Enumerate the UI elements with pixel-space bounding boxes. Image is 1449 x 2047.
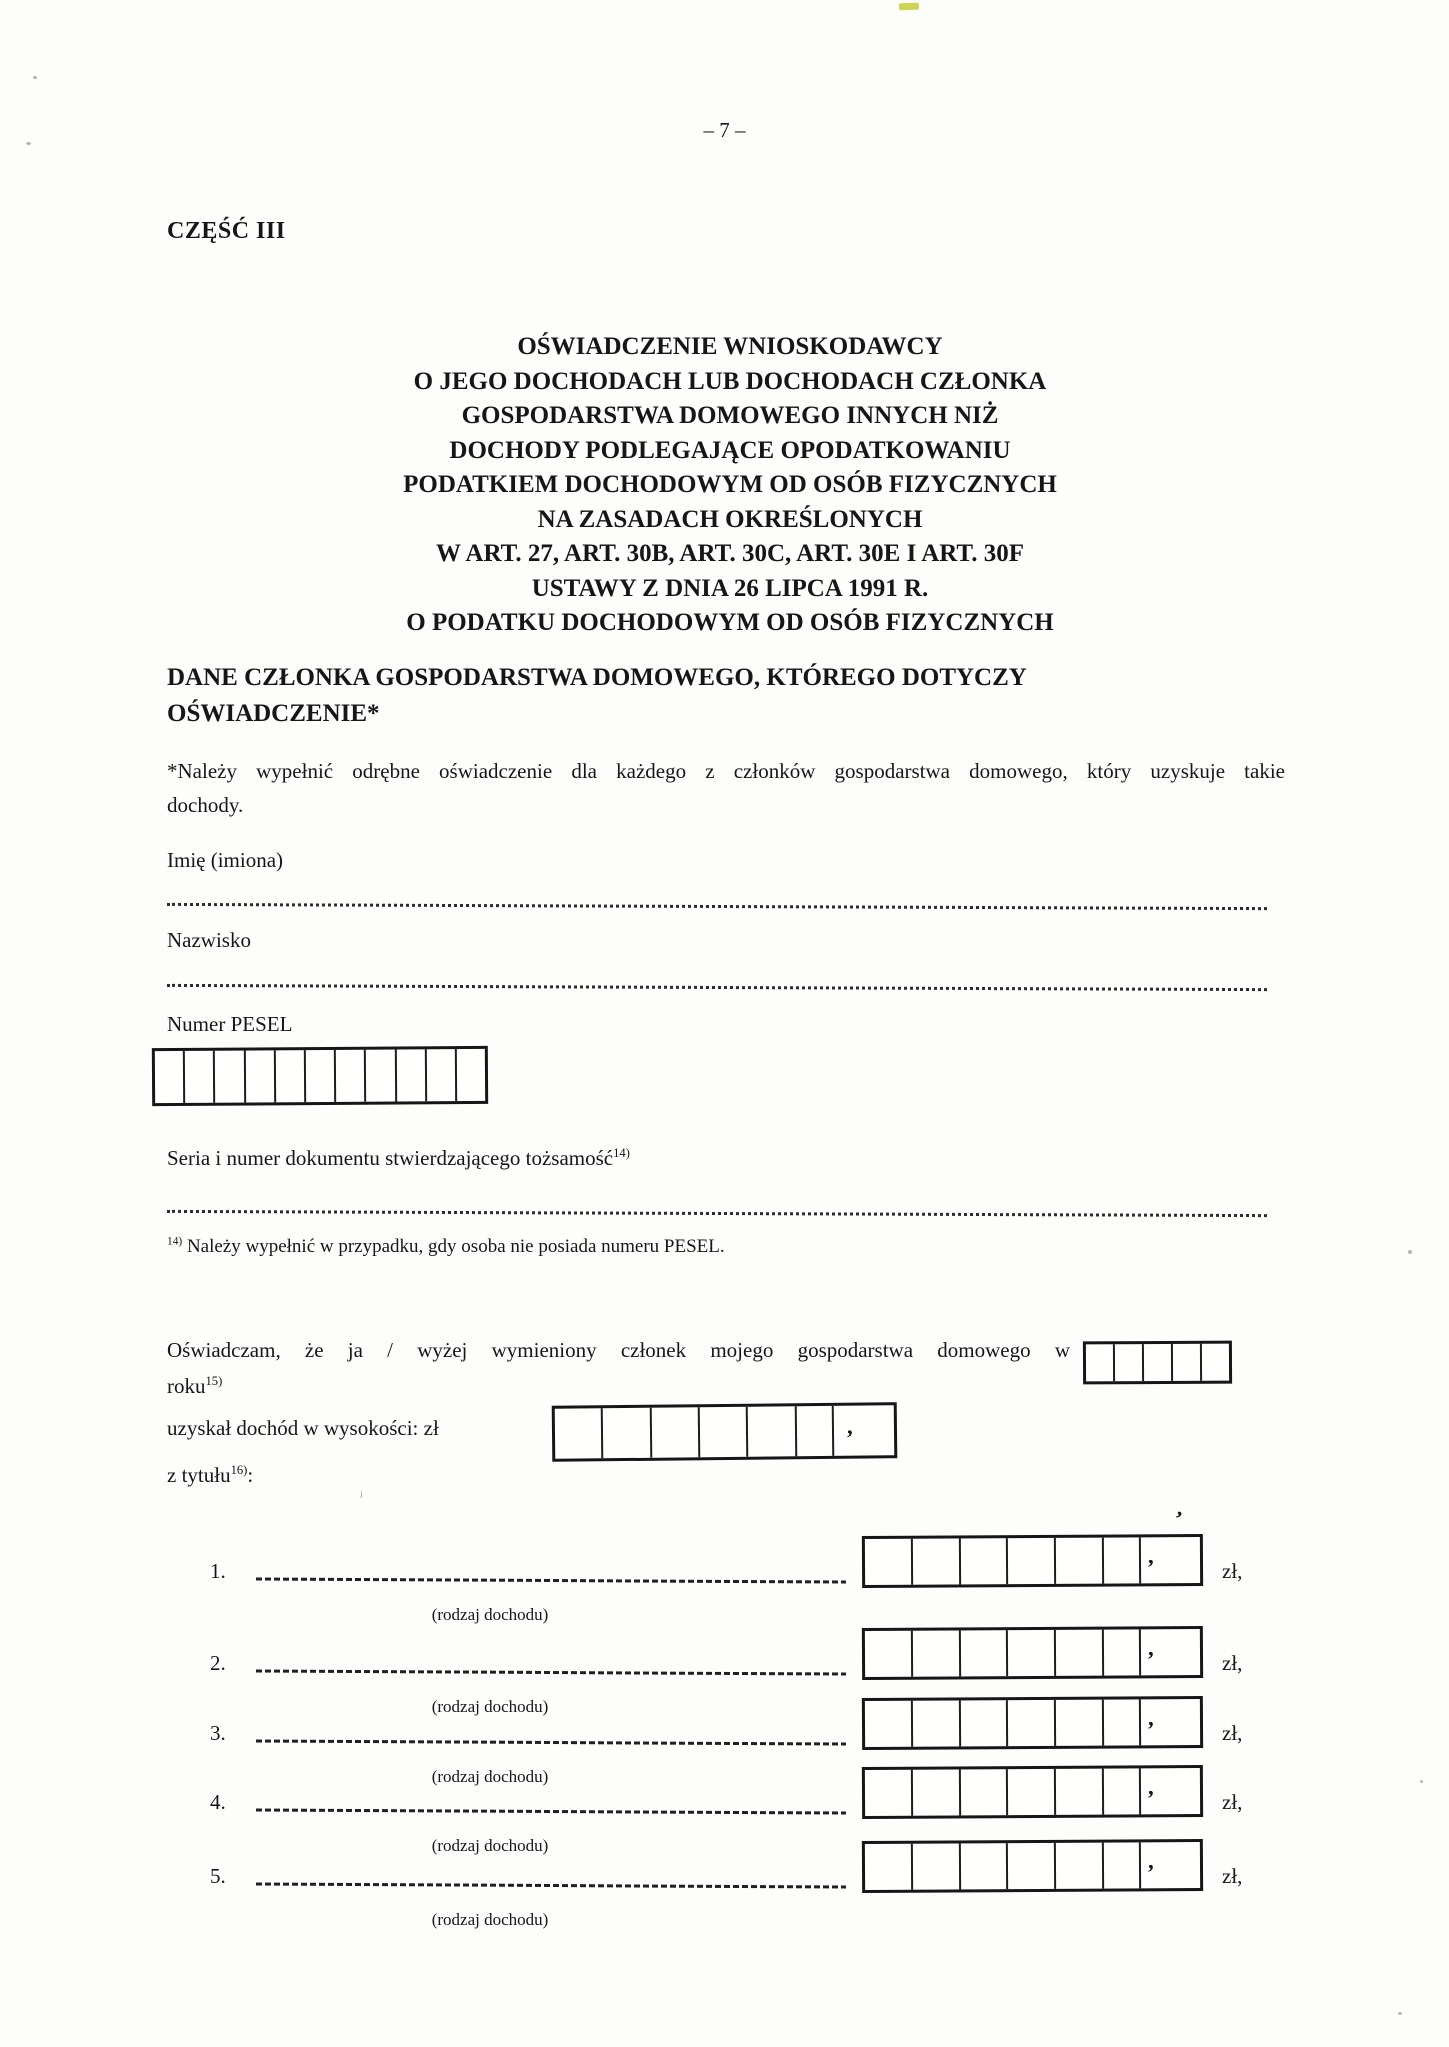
digit-cell[interactable] — [796, 1406, 834, 1456]
title-line: OŚWIADCZENIE WNIOSKODAWCY — [517, 333, 943, 360]
member-note — [167, 754, 1285, 822]
digit-cell[interactable] — [913, 1630, 961, 1676]
digit-cell[interactable] — [651, 1407, 700, 1458]
title-line: W ART. 27, ART. 30B, ART. 30C, ART. 30E I ART. 30F — [435, 540, 1025, 567]
digit-cell[interactable] — [1115, 1344, 1144, 1381]
digit-cell[interactable] — [603, 1408, 652, 1459]
digit-cell[interactable] — [865, 1844, 913, 1890]
income-amount-boxes — [862, 1626, 1203, 1680]
digit-cell[interactable] — [457, 1049, 486, 1101]
digit-cell[interactable] — [748, 1406, 797, 1457]
id-document-fill-line[interactable] — [167, 1210, 1267, 1217]
stray-pen-mark: ’ — [1170, 1505, 1186, 1532]
id-document-label: Seria i numer dokumentu stwierdzającego tożsamość$^{14)}$ — [167, 1146, 630, 1170]
digit-cell[interactable] — [1056, 1700, 1104, 1746]
title-line: O PODATKU DOCHODOWYM OD OSÓB FIZYCZNYCH — [406, 609, 1054, 636]
declaration-year-word: roku$^{15)}$ — [167, 1374, 223, 1398]
scan-speck — [1398, 2012, 1402, 2015]
income-type-fill-line[interactable] — [256, 1577, 846, 1583]
digit-cell[interactable] — [1008, 1769, 1056, 1815]
title-line: GOSPODARSTWA DOMOWEGO INNYCH NIŻ — [461, 402, 999, 429]
income-item-number: 3. — [210, 1721, 226, 1745]
currency-label: zł, — [1222, 1864, 1243, 1888]
pesel-label: Numer PESEL — [167, 1012, 293, 1036]
digit-cell[interactable] — [700, 1407, 749, 1458]
decimal-comma: , — [846, 1413, 853, 1439]
income-item-number: 4. — [210, 1790, 226, 1814]
digit-cell[interactable] — [215, 1051, 246, 1103]
income-amount-label: uzyskał dochód w wysokości: zł — [167, 1416, 439, 1440]
digit-cell[interactable] — [1104, 1537, 1141, 1583]
digit-cell[interactable] — [1104, 1842, 1141, 1888]
income-type-fill-line[interactable] — [256, 1882, 846, 1888]
member-heading-line: DANE CZŁONKA GOSPODARSTWA DOMOWEGO, KTÓREGO DOTYCZY — [167, 664, 1027, 691]
digit-cell[interactable] — [913, 1700, 961, 1746]
income-type-caption: (rodzaj dochodu) — [431, 1697, 549, 1716]
income-amount-boxes — [862, 1839, 1203, 1893]
digit-cell[interactable] — [960, 1700, 1008, 1746]
digit-cell[interactable] — [833, 1405, 894, 1456]
digit-cell[interactable] — [913, 1843, 961, 1889]
digit-cell[interactable] — [865, 1701, 913, 1747]
digit-cell[interactable] — [366, 1049, 397, 1101]
footnote-ref-14: 14) — [613, 1146, 630, 1160]
amount-digit-grid — [552, 1402, 898, 1462]
scan-speck-glyph: ʲ — [360, 1488, 363, 1503]
title-line: USTAWY Z DNIA 26 LIPCA 1991 R. — [531, 574, 929, 602]
currency-label: zł, — [1222, 1721, 1243, 1745]
declaration-text: Oświadczam, że ja / wyżej wymieniony członek mojego gospodarstwa domowego w — [167, 1338, 1070, 1362]
digit-cell[interactable] — [960, 1538, 1008, 1584]
form-title — [167, 330, 1293, 641]
digit-cell[interactable] — [1086, 1344, 1115, 1381]
digit-cell[interactable] — [1008, 1538, 1056, 1584]
income-amount-boxes — [862, 1534, 1203, 1588]
footnote-ref-16: 16) — [230, 1463, 248, 1477]
income-item-number: 2. — [210, 1651, 226, 1675]
decimal-comma: , — [1147, 1848, 1154, 1874]
title-line: PODATKIEM DOCHODOWYM OD OSÓB FIZYCZNYCH — [403, 471, 1057, 498]
digit-cell[interactable] — [1056, 1843, 1104, 1889]
digit-cell[interactable] — [1104, 1768, 1141, 1814]
last-name-label: Nazwisko — [167, 928, 251, 952]
member-heading-line: OŚWIADCZENIE* — [167, 700, 380, 727]
digit-cell[interactable] — [913, 1769, 961, 1815]
year-boxes — [1083, 1341, 1232, 1385]
scan-speck — [1420, 1780, 1423, 1783]
decimal-comma: , — [1147, 1774, 1154, 1800]
digit-cell[interactable] — [960, 1843, 1008, 1889]
digit-cell[interactable] — [336, 1050, 367, 1102]
year-digit-grid — [1083, 1341, 1232, 1385]
income-type-caption: (rodzaj dochodu) — [431, 1836, 549, 1855]
pesel-digit-grid — [152, 1046, 488, 1106]
digit-cell[interactable] — [396, 1049, 427, 1101]
digit-cell[interactable] — [1144, 1344, 1173, 1381]
digit-cell[interactable] — [245, 1050, 276, 1102]
digit-cell[interactable] — [306, 1050, 337, 1102]
title-line: DOCHODY PODLEGAJĄCE OPODATKOWANIU — [449, 436, 1011, 464]
currency-label: zł, — [1222, 1790, 1243, 1814]
pesel-digit-boxes — [152, 1046, 488, 1106]
first-name-label: Imię (imiona) — [167, 848, 284, 872]
footnote-14-marker: 14) — [167, 1235, 183, 1248]
digit-cell[interactable] — [865, 1539, 913, 1585]
digit-cell[interactable] — [1056, 1538, 1104, 1584]
digit-cell[interactable] — [155, 1051, 186, 1103]
title-line: NA ZASADACH OKREŚLONYCH — [537, 505, 923, 533]
decimal-comma: , — [1147, 1635, 1154, 1661]
digit-cell[interactable] — [1056, 1630, 1104, 1676]
digit-cell[interactable] — [1104, 1629, 1141, 1675]
digit-cell[interactable] — [1008, 1700, 1056, 1746]
member-data-heading — [167, 660, 1307, 732]
digit-cell[interactable] — [960, 1769, 1008, 1815]
digit-cell[interactable] — [555, 1408, 604, 1459]
first-name-fill-line[interactable] — [167, 903, 1267, 910]
digit-cell[interactable] — [1008, 1843, 1056, 1889]
digit-cell[interactable] — [427, 1049, 458, 1101]
digit-cell[interactable] — [1008, 1630, 1056, 1676]
digit-cell[interactable] — [1202, 1344, 1229, 1381]
digit-cell[interactable] — [1056, 1769, 1104, 1815]
member-note-line: dochody. — [167, 793, 244, 817]
last-name-fill-line[interactable] — [167, 984, 1267, 991]
digit-cell[interactable] — [1173, 1344, 1202, 1381]
income-type-caption: (rodzaj dochodu) — [431, 1910, 549, 1929]
title-line: O JEGO DOCHODACH LUB DOCHODACH CZŁONKA — [413, 367, 1047, 395]
scan-speck — [1408, 1250, 1412, 1254]
decimal-comma: , — [1147, 1705, 1154, 1731]
income-amount-boxes — [862, 1765, 1203, 1819]
highlighter-scan-mark — [899, 3, 919, 11]
currency-label: zł, — [1222, 1559, 1243, 1583]
digit-cell[interactable] — [865, 1631, 913, 1677]
digit-cell[interactable] — [865, 1770, 913, 1816]
income-type-fill-line[interactable] — [256, 1669, 846, 1675]
income-source-label: z tytułu$^{16)}$: — [167, 1463, 254, 1487]
income-type-fill-line[interactable] — [256, 1808, 846, 1814]
digit-cell[interactable] — [1104, 1699, 1141, 1745]
section-heading: CZĘŚĆ III — [167, 218, 286, 244]
digit-cell[interactable] — [913, 1538, 961, 1584]
decimal-comma: , — [1147, 1543, 1154, 1569]
income-item-number: 1. — [210, 1559, 226, 1583]
page-number: – 7 – — [703, 118, 746, 142]
income-amount-boxes — [552, 1402, 898, 1462]
digit-cell[interactable] — [960, 1630, 1008, 1676]
member-note-line: *Należy wypełnić odrębne oświadczenie dla każdego z członków gospodarstwa domowego, który uzyskuje takie — [167, 759, 1285, 783]
income-type-caption: (rodzaj dochodu) — [431, 1605, 549, 1624]
income-item-number: 5. — [210, 1864, 226, 1888]
income-type-caption: (rodzaj dochodu) — [431, 1767, 549, 1786]
footnote-ref-15: 15) — [205, 1374, 223, 1388]
currency-label: zł, — [1222, 1651, 1243, 1675]
digit-cell[interactable] — [185, 1051, 216, 1103]
footnote-14: $^{14)}$ Należy wypełnić w przypadku, gdy osoba nie posiada numeru PESEL. — [167, 1235, 725, 1257]
scan-speck — [33, 76, 37, 79]
income-amount-boxes — [862, 1696, 1203, 1750]
digit-cell[interactable] — [276, 1050, 307, 1102]
income-type-fill-line[interactable] — [256, 1739, 846, 1745]
